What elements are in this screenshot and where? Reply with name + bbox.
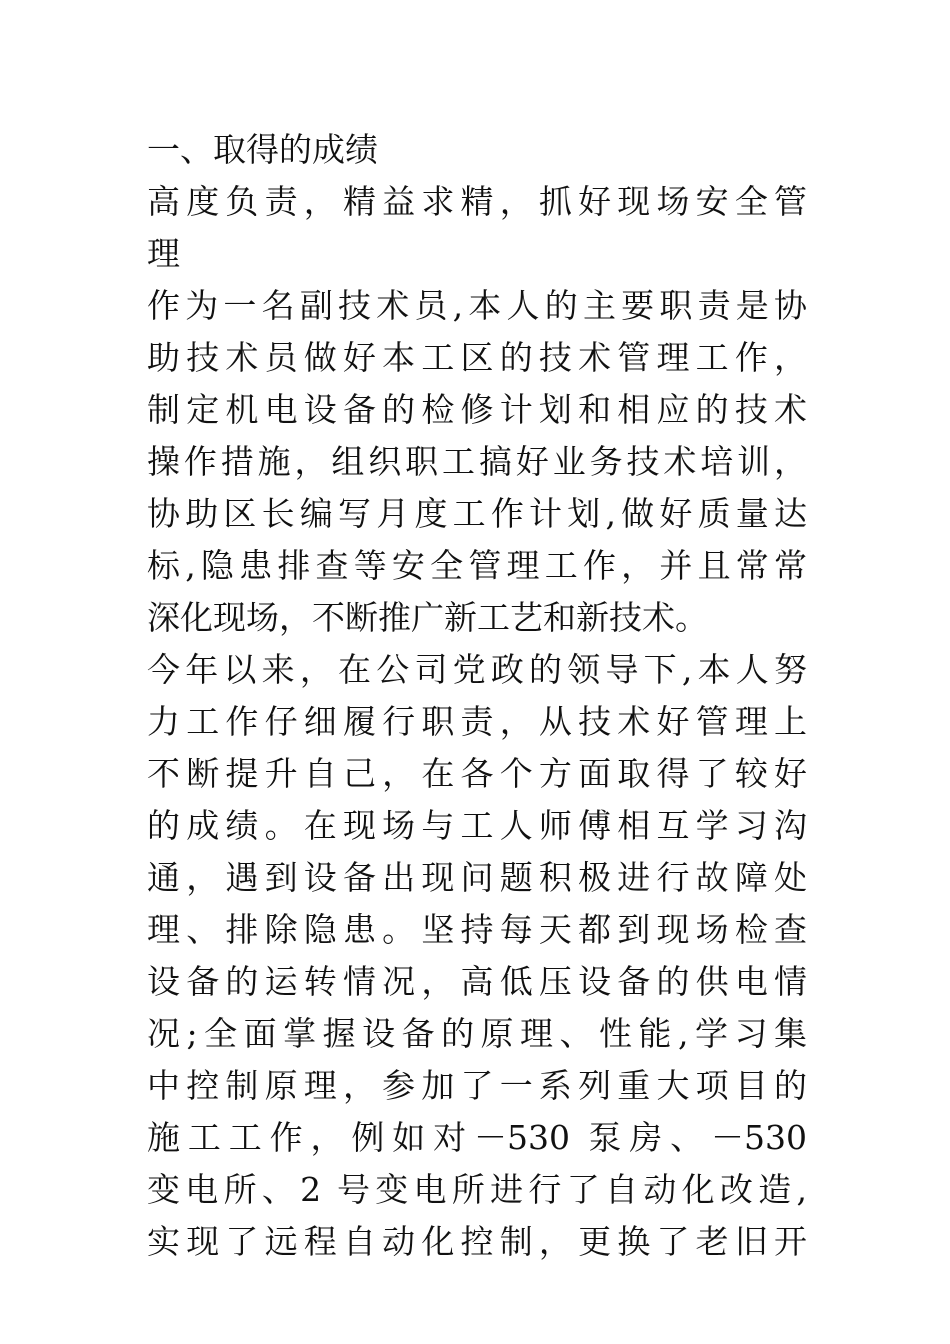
body-line: 操作措施，组织职工搞好业务技术培训， — [147, 442, 807, 481]
body-line: 况;全面掌握设备的原理、性能,学习集 — [147, 1014, 807, 1053]
body-line: 制定机电设备的检修计划和相应的技术 — [147, 390, 807, 429]
body-line: 变电所、2 号变电所进行了自动化改造, — [147, 1170, 807, 1209]
body-line: 标,隐患排查等安全管理工作，并且常常 — [147, 546, 807, 585]
body-line: 作为一名副技术员,本人的主要职责是协 — [147, 286, 807, 325]
body-line: 通，遇到设备出现问题积极进行故障处 — [147, 858, 807, 897]
body-line: 不断提升自己，在各个方面取得了较好 — [147, 754, 807, 793]
body-line: 力工作仔细履行职责，从技术好管理上 — [147, 702, 807, 741]
section-heading: 一、取得的成绩 — [147, 130, 378, 169]
body-line: 协助区长编写月度工作计划,做好质量达 — [147, 494, 807, 533]
body-line: 设备的运转情况，高低压设备的供电情 — [147, 962, 807, 1001]
body-line: 深化现场，不断推广新工艺和新技术。 — [147, 598, 708, 637]
body-line: 施工工作，例如对－530 泵房、－530 — [147, 1118, 807, 1157]
body-line: 的成绩。在现场与工人师傅相互学习沟 — [147, 806, 807, 845]
subheading-line: 高度负责，精益求精，抓好现场安全管 — [147, 182, 807, 221]
body-line: 理、排除隐患。坚持每天都到现场检查 — [147, 910, 807, 949]
body-line: 实现了远程自动化控制，更换了老旧开 — [147, 1222, 807, 1261]
body-line: 助技术员做好本工区的技术管理工作， — [147, 338, 807, 377]
body-line: 今年以来，在公司党政的领导下,本人努 — [147, 650, 807, 689]
subheading-line: 理 — [147, 234, 180, 273]
document-body — [147, 124, 807, 1268]
body-line: 中控制原理，参加了一系列重大项目的 — [147, 1066, 807, 1105]
